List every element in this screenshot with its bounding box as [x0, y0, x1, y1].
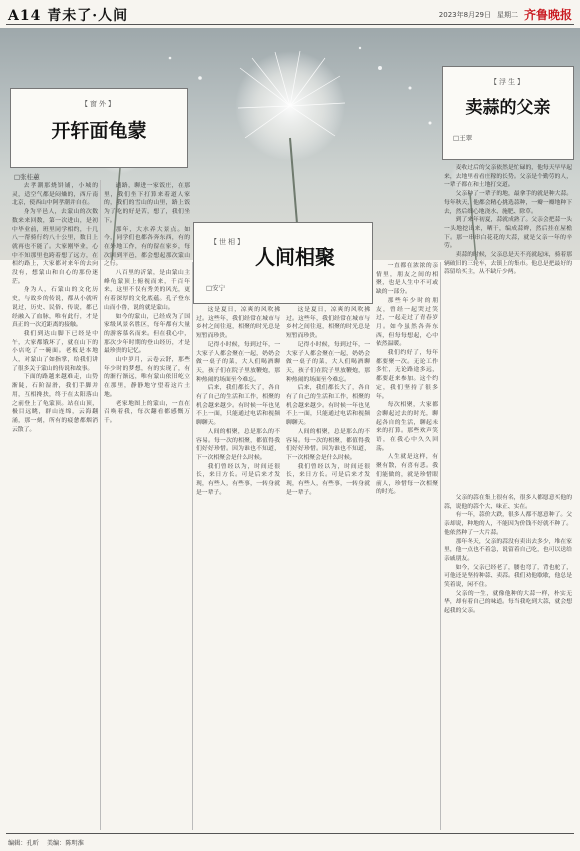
- section-name: 青未了·人间: [47, 8, 129, 24]
- left-article-body-col2: 通路，聊进一家饭庄，在那里，我们坐下打算来着道人家的，我们的雪山的山里，路上饭为了吃的好是苦，想了，我们坐下。 那年，大水养大景点。如今，同学们也都各奔东西，有的在外地工作，有的留在家乡，每次回到平邑，都会想起那次蒙山之行。 八百里的沂蒙，是由蒙山主峰龟蒙顶上俯视而来，千百年来，这里不仅有秀美的风光，更有着深厚的文化底蕴。孔子登东山而小鲁，说的就是蒙山。 如今的蒙山，已经成为了国家级风景名胜区，每年都有大量的游客慕名而来。但在我心中，那次少年时期的登山经历，才是最珍贵的记忆。 山中岁月，云卷云舒，那些年少时的梦想，有的实现了，有的渐行渐远，唯有蒙山依旧屹立在那里，静静地守望着这片土地。 老家地图上的蒙山，一直在召唤着我，每次翻看都感慨万千。: [104, 183, 190, 424]
- right-title-box: [442, 66, 574, 160]
- right-article-body-col2: 父亲的蒜在集上很有名，很多人都愿意买他的蒜，说他的蒜个大、味正、实在。 有一年，蒜价大跌，很多人都不愿意种了。父亲却说，种地的人，不能因为价钱不好就不种了。他依然种了一大片蒜。 那年冬天，父亲的蒜没有卖出去多少，堆在家里，他一点也不着急，说留着自己吃，也可以送给亲戚朋友。 如今，父亲已经老了，腰也弯了，背也驼了，可他还是坚持种蒜、卖蒜。我们劝他歇歇，他总是笑着说，闲不住。 父亲的一生，就像他种的大蒜一样，朴实无华，却有着自己的味道。每当我吃到大蒜，就会想起我的父亲。: [444, 495, 572, 615]
- column-divider: [192, 262, 193, 830]
- middle-article-title: 人间相聚: [255, 245, 335, 269]
- page-header-title: [8, 5, 128, 25]
- middle-article-tag: 【世相】: [210, 238, 246, 246]
- issue-date: 2023年8月29日: [438, 10, 491, 19]
- right-article-author: □王翠: [453, 134, 473, 142]
- middle-article-author: □安宁: [206, 284, 226, 292]
- left-article-body-col1: 去孝潮那烧饼铺，小城的灵，适空气都是闷燥的，西斤南北京，使西山中阿孝潮并自在。 身为平邑人，去蒙山的次数数来来回数，第一次进山，是初中毕业前，班里同学相约，十几八一帮骑行约八十公里，数日上就再也不能了。大家刚毕业，心中不知那里也跨着想了远方，在相约路上，大家都对来年的去向没有，想蒙山和自心的那份迷茫。 身为人，石蒙山的文化历史，与故乡的传说，都从小就听说过，历史、民俗、传说，都已经融入了血脉，唯有此行，才是真正的一次近距离的接触。 我们到达山脚下已经是中午，大家都饿坏了，就在山下的小店吃了一碗面。老板是本地人，对蒙山了如指掌，给我们讲了很多关于蒙山的传说和故事。 下面的路越来越难走，山势渐陡，石阶湿滑，我们手脚并用，互相搀扶，终于在太阳落山之前登上了龟蒙顶。站在山顶，极目远眺，群山连绵，云海翻涌，那一刻，所有的疲惫都烟消云散了。: [12, 183, 98, 433]
- middle-article-body-col1: 这是夏日，凉爽的风吹拂过。这些年，我们经常在城市与乡村之间往返，相聚的时光总是短暂而珍贵。 记得小时候，每到过年，一大家子人都会聚在一起，奶奶会做一桌子的菜，大人们喝酒聊天，孩子们在院子里放鞭炮，那种热闹的场面至今难忘。 后来，我们都长大了，各自有了自己的生活和工作，相聚的机会越来越少。有时候一年也见不上一面，只能通过电话和视频聊聊天。 人间的相聚，总是那么的不容易。每一次的相聚，都值得我们好好珍惜。因为谁也不知道，下一次相聚会是什么时候。 我们曾经以为，时间还很长，来日方长。可是后来才发现，有些人，有些事，一转身就是一辈子。: [196, 307, 280, 496]
- header-rule: [6, 24, 574, 25]
- left-article-title: 开轩面龟蒙: [51, 120, 147, 142]
- middle-article-body-col2: 一直都在浓浓的亲情里，朋友之间的相聚，也是人生中不可或缺的一部分。 那些年少时的朋友，曾经一起哭过笑过，一起走过了青春岁月。如今虽然各奔东西，但每每想起，心中依然温暖。 我们约好了，每年都要聚一次。无论工作多忙，无论路途多远，都要赶来参加。这个约定，我们坚持了很多年。 每次相聚，大家都会聊起过去的时光，聊起各自的生活，聊起未来的打算。那些欢声笑语，在我心中久久回荡。 人生就是这样，有聚有散，有喜有悲。我们能做的，就是珍惜眼前人，珍惜每一次相聚的时光。: [376, 263, 438, 496]
- left-title-box: [10, 88, 188, 168]
- weekday: 星期二: [496, 10, 518, 19]
- left-article-author: □张桂蕙: [14, 173, 40, 181]
- column-divider: [100, 180, 101, 830]
- right-article-body-col1: 麦收过后的父亲依然是忙碌的，他每天早早起来，去地里看看庄稼的长势。父亲是个勤劳的人，一辈子都在和土地打交道。 父亲种了一辈子的地，最拿手的就是种大蒜。每年秋天，他都会精心挑选蒜种，一瓣一瓣地种下去，然后细心地浇水、施肥、除草。 到了来年初夏，蒜就成熟了。父亲会把蒜一头一头地挖出来，晒干，编成蒜辫，然后挂在屋檐下。那一串串白花花的大蒜，就是父亲一年的辛劳。 卖蒜的时候，父亲总是天不亮就起床，骑着那辆破旧的三轮车，去镇上的集市。他总是把最好的蒜留给买主，从不缺斤少两。: [444, 165, 572, 276]
- left-article-tag: 【窗外】: [81, 100, 117, 108]
- middle-article-body-col1b: 这是夏日，凉爽的风吹拂过。这些年，我们经常在城市与乡村之间往返，相聚的时光总是短暂而珍贵。 记得小时候，每到过年，一大家子人都会聚在一起，奶奶会做一桌子的菜，大人们喝酒聊天，孩子们在院子里放鞭炮，那种热闹的场面至今难忘。 后来，我们都长大了，各自有了自己的生活和工作，相聚的机会越来越少。有时候一年也见不上一面，只能通过电话和视频聊聊天。 人间的相聚，总是那么的不容易。每一次的相聚，都值得我们好好珍惜。因为谁也不知道，下一次相聚会是什么时候。 我们曾经以为，时间还很长，来日方长。可是后来才发现，有些人，有些事，一转身就是一辈子。: [286, 307, 370, 496]
- middle-title-box: [193, 222, 373, 304]
- designer-credit: 美编：陈明淮: [46, 840, 84, 847]
- right-article-tag: 【浮生】: [490, 78, 526, 86]
- newspaper-logo: 齐鲁晚报: [523, 8, 572, 22]
- right-article-title: 卖蒜的父亲: [465, 98, 551, 118]
- page-code: A14: [8, 8, 42, 24]
- column-divider: [440, 262, 441, 830]
- header-meta: [439, 6, 572, 23]
- footer-rule: [6, 833, 574, 834]
- footer-credits: [8, 838, 84, 847]
- editor-credit: 编辑：孔昕: [8, 840, 39, 847]
